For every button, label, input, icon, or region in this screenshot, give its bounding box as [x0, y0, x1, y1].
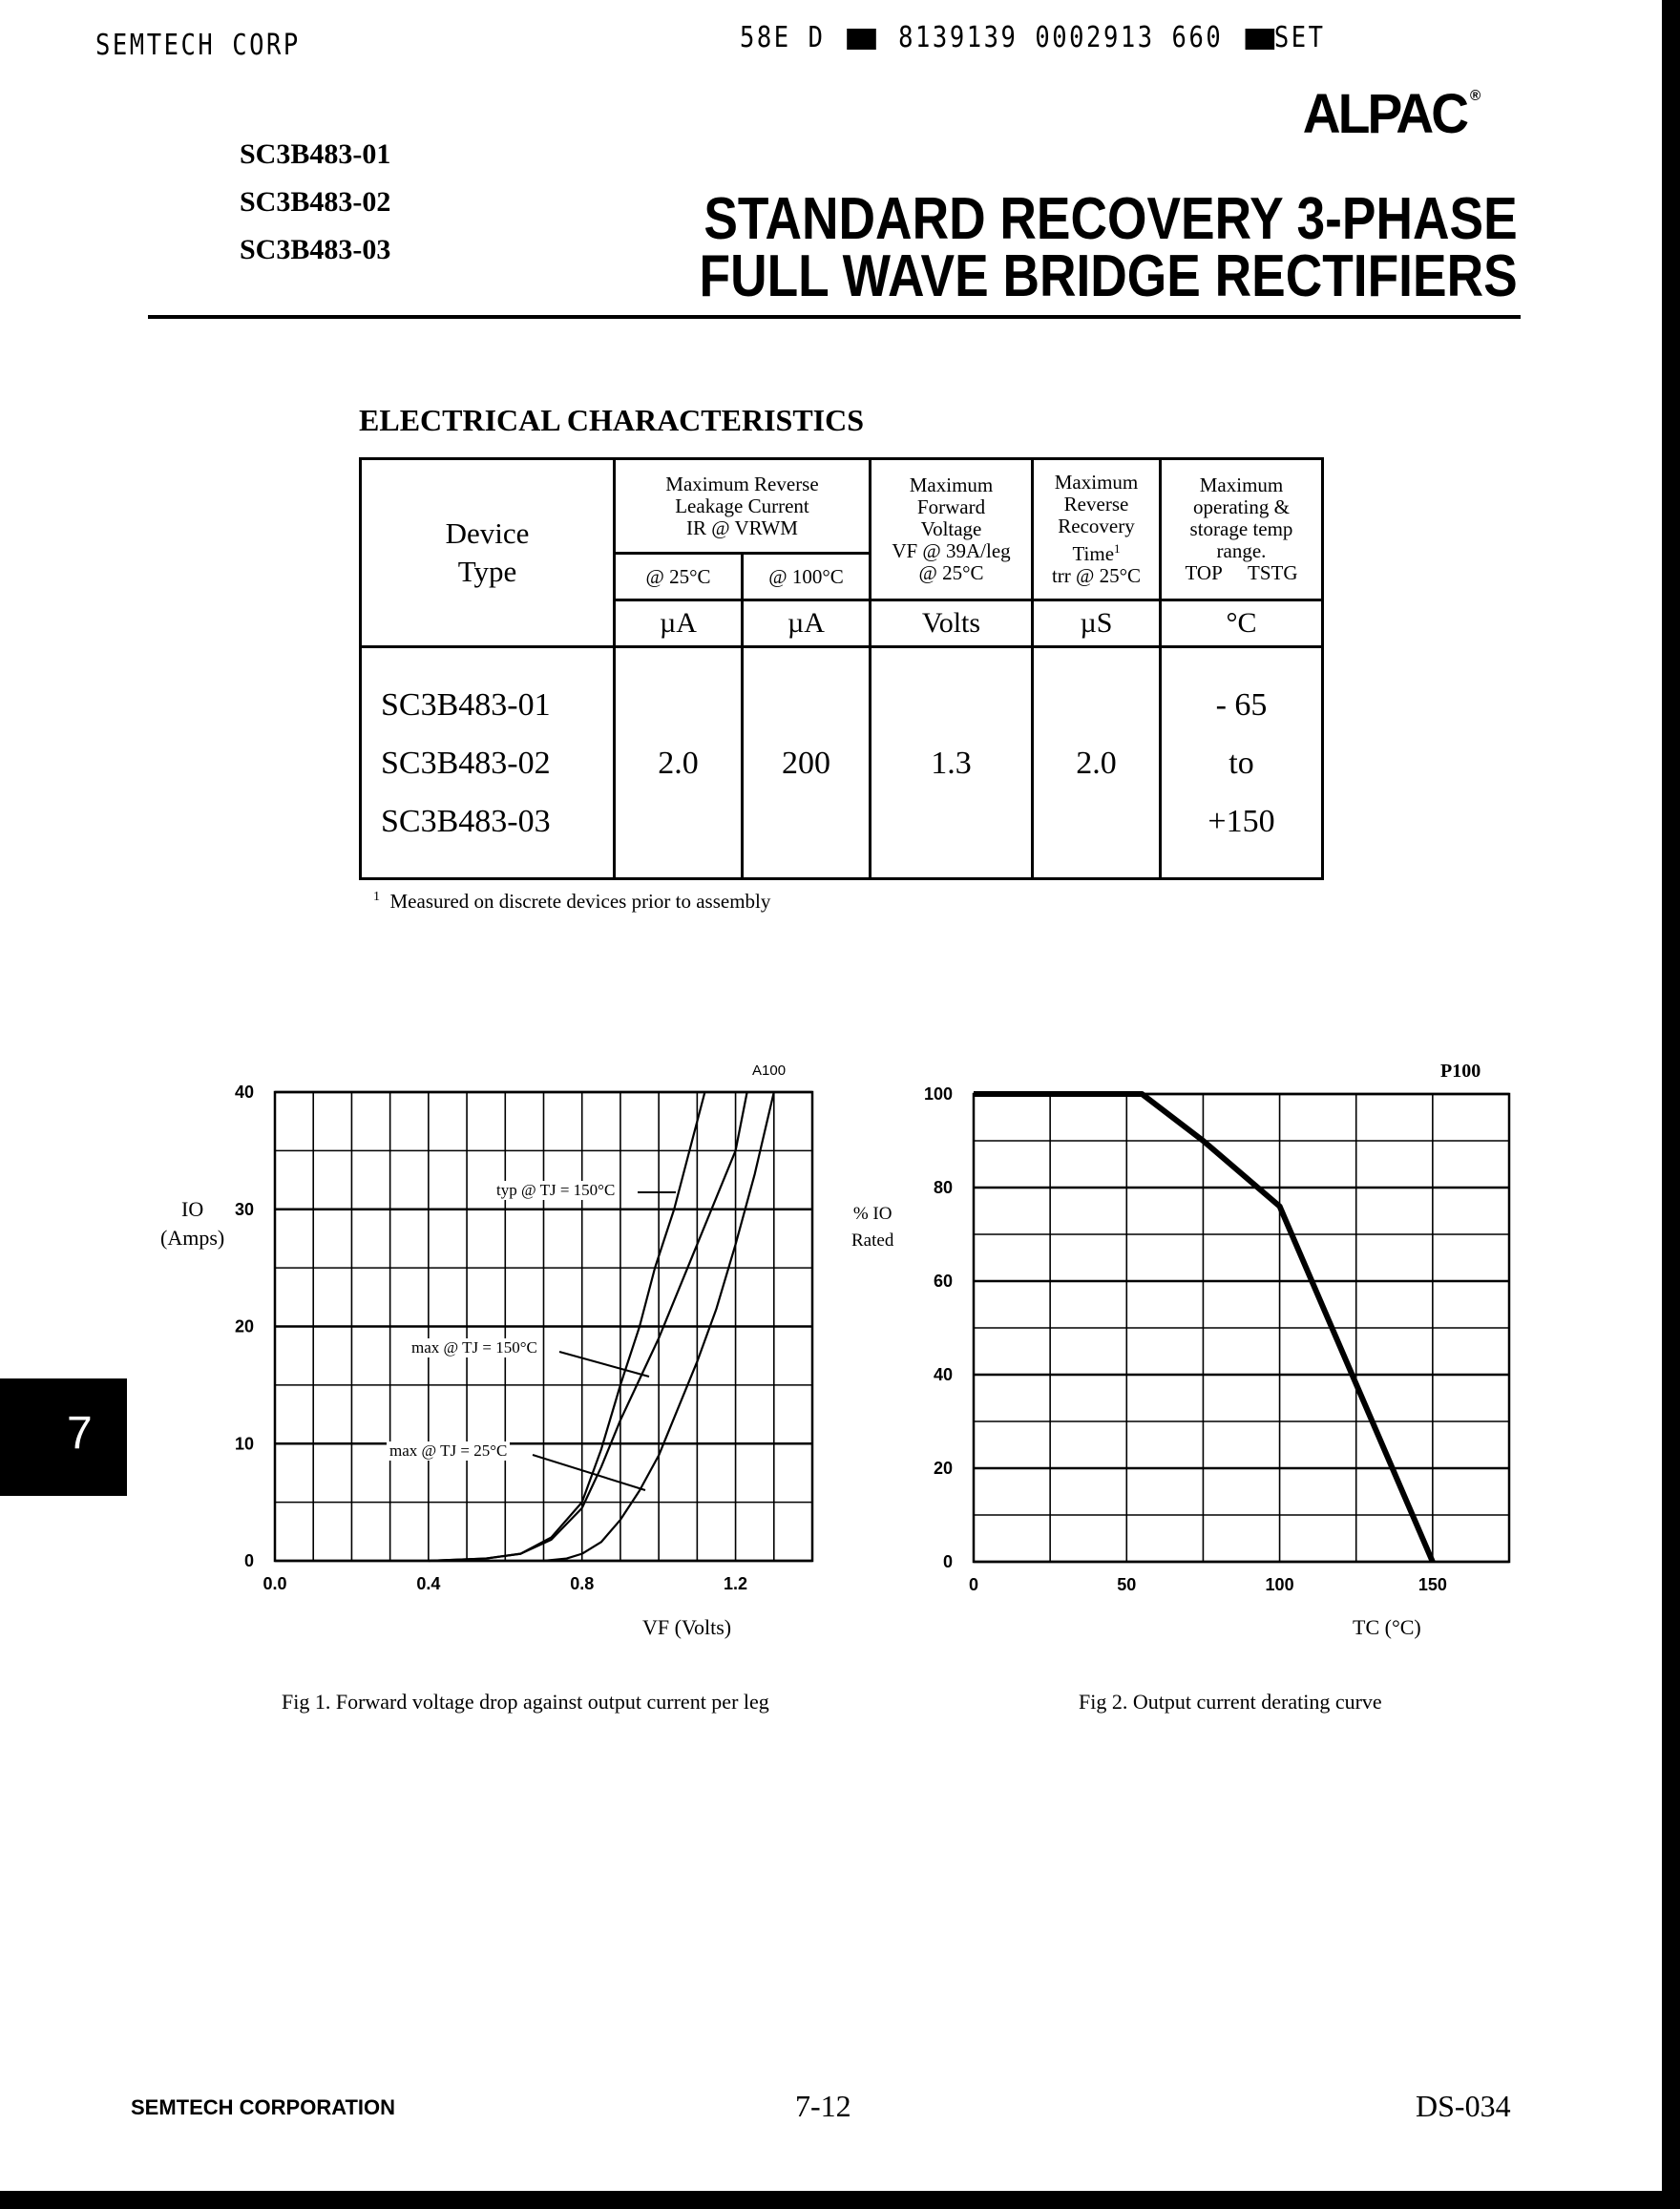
y-tick-label: 0: [942, 1552, 953, 1571]
chart2-caption: Fig 2. Output current derating curve: [1079, 1690, 1382, 1714]
header-symbol: IR @ VRWM: [686, 515, 798, 539]
header-text: VF @ 39A/leg: [892, 539, 1011, 562]
y-tick-label: 30: [234, 1199, 254, 1219]
header-text: trr @ 25°C: [1051, 564, 1142, 587]
section-tab: [0, 1378, 127, 1496]
footnote-text: Measured on discrete devices prior to assembly: [389, 890, 771, 913]
part-number: SC3B483-02: [240, 186, 391, 218]
section-heading: ELECTRICAL CHARACTERISTICS: [359, 403, 865, 437]
x-tick-label: 100: [1265, 1575, 1294, 1594]
title-line-1: STANDARD RECOVERY 3-PHASE: [704, 186, 1518, 252]
ylabel-line: Rated: [851, 1231, 894, 1251]
doc-code-numbers: 8139139 0002913 660: [898, 21, 1224, 54]
y-tick-label: 0: [243, 1551, 254, 1570]
y-tick-label: 80: [933, 1178, 953, 1197]
footer-page-number: 7-12: [795, 2089, 851, 2123]
footer-company: SEMTECH CORPORATION: [131, 2095, 396, 2119]
header-text: Forward: [916, 495, 986, 518]
title-line-2: FULL WAVE BRIDGE RECTIFIERS: [699, 243, 1518, 309]
header-text: Reverse: [1063, 493, 1129, 515]
x-tick-label: 1.2: [724, 1574, 748, 1593]
x-tick-label: 0: [968, 1575, 979, 1594]
header-text: Leakage Current: [675, 494, 809, 517]
section-number: 7: [67, 1408, 93, 1459]
header-text: Type: [457, 555, 517, 588]
y-tick-label: 40: [234, 1083, 254, 1102]
x-tick-label: 0.4: [416, 1574, 441, 1593]
temp-max: +150: [1208, 803, 1275, 839]
chart1-caption: Fig 1. Forward voltage drop against output current per leg: [282, 1690, 769, 1714]
annotation-typ-150: typ @ TJ = 150°C: [494, 1181, 618, 1200]
company-code: SEMTECH CORP: [95, 29, 301, 62]
footnote-mark: 1: [373, 890, 380, 904]
unit-cell: µA: [743, 600, 871, 647]
header-text: @ 25°C: [918, 561, 984, 584]
logo-text: ALPAC: [1302, 83, 1467, 145]
header-symbol: TOP: [1185, 561, 1223, 584]
subheader-25c: @ 25°C: [615, 554, 743, 600]
ylabel-line: (Amps): [160, 1226, 225, 1250]
part-number: SC3B483-03: [240, 234, 391, 265]
x-tick-label: 50: [1117, 1575, 1137, 1594]
subheader-100c: @ 100°C: [743, 554, 871, 600]
ir-25c-value: 2.0: [615, 647, 743, 879]
header-text: operating &: [1193, 495, 1290, 518]
unit-cell: Volts: [871, 600, 1033, 647]
chart1-ylabel: [160, 1195, 224, 1252]
chart1-code: A100: [752, 1062, 787, 1079]
vf-value: 1.3: [871, 647, 1033, 879]
annotation-max-25: max @ TJ = 25°C: [387, 1441, 510, 1461]
device-type: SC3B483-02: [381, 745, 551, 781]
unit-cell: µA: [615, 600, 743, 647]
unit-cell: °C: [1161, 600, 1323, 647]
registered-mark: ®: [1470, 88, 1481, 104]
trr-value: 2.0: [1033, 647, 1161, 879]
header-text: Device: [445, 516, 530, 550]
ylabel-line: IO: [181, 1197, 204, 1221]
header-text: Maximum: [909, 473, 994, 496]
header-symbol: TSTG: [1248, 561, 1298, 584]
annotation-max-150: max @ TJ = 150°C: [409, 1338, 540, 1357]
chart2-xlabel: TC (°C): [1353, 1615, 1421, 1639]
header-text: range.: [1216, 539, 1267, 562]
header-text: Maximum: [1054, 471, 1139, 494]
doc-code-right: SET: [1273, 21, 1326, 54]
header-text: Maximum: [1199, 473, 1284, 496]
header-text: Time: [1072, 542, 1115, 565]
y-tick-label: 100: [923, 1084, 953, 1104]
y-tick-label: 10: [234, 1434, 254, 1454]
doc-code-left: 58E D: [740, 21, 826, 54]
annotation-leader-max-150: [559, 1352, 649, 1377]
unit-cell: µS: [1033, 600, 1161, 647]
device-type: SC3B483-03: [381, 803, 551, 839]
y-tick-label: 20: [933, 1459, 953, 1478]
ylabel-line: % IO: [852, 1204, 892, 1224]
header-text: Recovery: [1058, 515, 1135, 537]
x-tick-label: 0.8: [570, 1574, 595, 1593]
header-text: Voltage: [920, 517, 982, 540]
temp-min: - 65: [1215, 686, 1268, 723]
device-type: SC3B483-01: [381, 686, 551, 723]
temp-to: to: [1228, 745, 1254, 781]
footnote-ref: 1: [1114, 541, 1121, 556]
header-text: Maximum Reverse: [665, 472, 819, 495]
y-tick-label: 60: [933, 1272, 953, 1291]
part-number: SC3B483-01: [240, 138, 391, 170]
chart2-code: P100: [1440, 1061, 1481, 1082]
header-text: storage temp: [1189, 517, 1293, 540]
y-tick-label: 40: [933, 1365, 953, 1384]
x-tick-label: 150: [1418, 1575, 1447, 1594]
y-tick-label: 20: [234, 1316, 254, 1336]
footer-doc-number: DS-034: [1416, 2089, 1511, 2123]
x-tick-label: 0.0: [262, 1574, 287, 1593]
chart2-ylabel: [851, 1201, 893, 1254]
ir-100c-value: 200: [743, 647, 871, 879]
chart1-xlabel: VF (Volts): [642, 1615, 732, 1639]
